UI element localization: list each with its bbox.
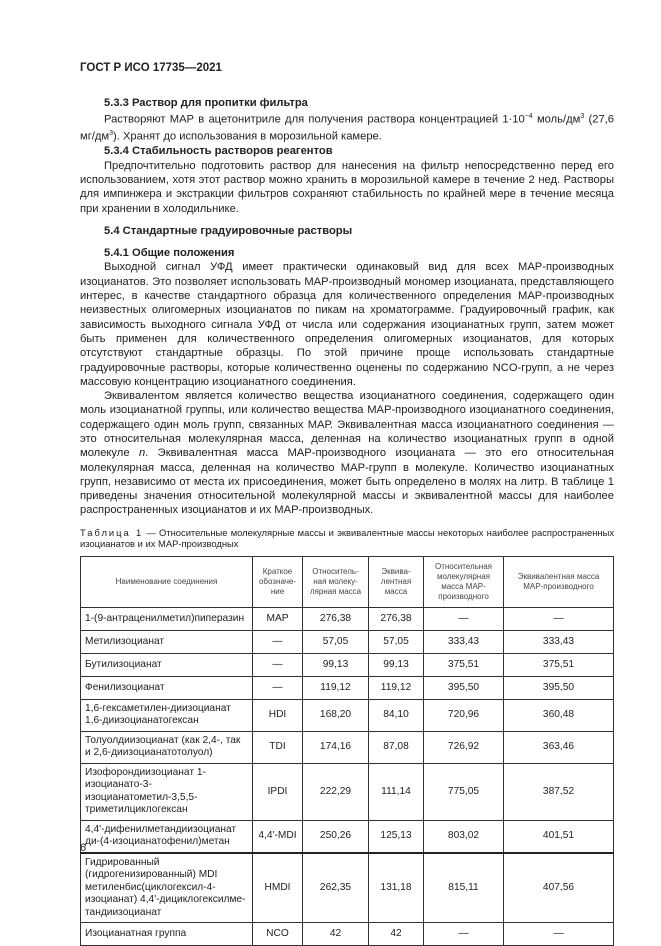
table-row bbox=[81, 630, 614, 653]
value-cell: 99,13 bbox=[369, 653, 424, 676]
page-number: 6 bbox=[80, 842, 87, 854]
value-cell: 333,43 bbox=[504, 630, 614, 653]
value-cell: 174,16 bbox=[303, 731, 369, 763]
text: (27,6 мг/дм bbox=[80, 114, 614, 144]
table-row bbox=[81, 653, 614, 676]
compound-name-cell: 4,4'-дифенилметандиизоцианат ди-(4-изоцианатофенил)метан bbox=[81, 820, 253, 853]
value-cell: 99,13 bbox=[303, 653, 369, 676]
value-cell: — bbox=[253, 630, 303, 653]
table-row bbox=[81, 676, 614, 699]
value-cell: 803,02 bbox=[424, 820, 504, 853]
compound-name-cell: 1,6-гексаметилен-диизоцианат 1,6-диизоцианатогексан bbox=[81, 699, 253, 731]
table-row bbox=[81, 731, 614, 763]
value-cell: TDI bbox=[253, 731, 303, 763]
table-row bbox=[81, 699, 614, 731]
value-cell: 119,12 bbox=[369, 676, 424, 699]
column-header: Краткое обозначе-ние bbox=[253, 556, 303, 607]
value-cell: 276,38 bbox=[369, 607, 424, 630]
value-cell: — bbox=[253, 653, 303, 676]
value-cell: 407,56 bbox=[504, 853, 614, 923]
compound-name-cell: Изоцианатная группа bbox=[81, 923, 253, 946]
value-cell: 57,05 bbox=[369, 630, 424, 653]
column-header: Наименование соединения bbox=[81, 556, 253, 607]
value-cell: 360,48 bbox=[504, 699, 614, 731]
value-cell: 375,51 bbox=[424, 653, 504, 676]
value-cell: — bbox=[424, 607, 504, 630]
value-cell: 4,4'-MDI bbox=[253, 820, 303, 853]
value-cell: 333,43 bbox=[424, 630, 504, 653]
table-header-row bbox=[81, 556, 614, 607]
value-cell: 57,05 bbox=[303, 630, 369, 653]
value-cell: 775,05 bbox=[424, 763, 504, 820]
section-5-4-1-title: 5.4.1 Общие положения bbox=[104, 247, 235, 260]
value-cell: 387,52 bbox=[504, 763, 614, 820]
value-cell: — bbox=[253, 676, 303, 699]
table-caption-text: — Относительные молекулярные массы и эквивалентные массы некоторых наиболее распространенных изоцианатов и их МАР-производных bbox=[80, 526, 615, 550]
value-cell: 250,26 bbox=[303, 820, 369, 853]
section-5-4-title: 5.4 Стандартные градуировочные растворы bbox=[104, 224, 353, 237]
value-cell: NCO bbox=[253, 923, 303, 946]
table-row bbox=[81, 820, 614, 853]
page-content bbox=[80, 96, 614, 946]
exponent: 3 bbox=[109, 130, 114, 138]
value-cell: 222,29 bbox=[303, 763, 369, 820]
compound-name-cell: Метилизоцианат bbox=[81, 630, 253, 653]
compound-name-cell: 1-(9-антраценилметил)пиперазин bbox=[81, 607, 253, 630]
text: ). Хранят до использования в морозильной камере. bbox=[113, 131, 382, 144]
section-5-4-1-paragraph-2 bbox=[80, 389, 614, 518]
value-cell: 111,14 bbox=[369, 763, 424, 820]
section-5-3-3-text bbox=[80, 110, 614, 144]
value-cell: 395,50 bbox=[424, 676, 504, 699]
value-cell: 401,51 bbox=[504, 820, 614, 853]
section-5-4-1-paragraph-1: Выходной сигнал УФД имеет практически одинаковый вид для всех МАР-производных изоцианатов. Это позволяет использовать МАР-производный мономер изоцианата, представляющего интерес, в качестве стандартного образца для количественного определения МАР-производных неизвестных олигомерных изоцианатов по пикам на хроматограмме. Градуировочный график, как зависимость выходного сигнала УФД от числа или содержания изоцианатных групп, затем может быть применен для количественного определения олигомерных изоцианатов, для которых отсутствуют стандартные образцы. По этой причине проще использовать стандартные градуировочные растворы, которые количественно оценены по содержанию NCO-групп, а не через массовую концентрацию изоцианатного соединения. bbox=[80, 261, 614, 388]
value-cell: 276,38 bbox=[303, 607, 369, 630]
value-cell: 363,46 bbox=[504, 731, 614, 763]
variable-n: n bbox=[138, 447, 146, 460]
value-cell: — bbox=[504, 607, 614, 630]
value-cell: 87,08 bbox=[369, 731, 424, 763]
value-cell: 262,35 bbox=[303, 853, 369, 923]
value-cell: 168,20 bbox=[303, 699, 369, 731]
value-cell: MAP bbox=[253, 607, 303, 630]
exponent: 3 bbox=[580, 113, 585, 121]
text: Эквивалентом является количество вещества изоцианатного соединения, содержащего один моль изоцианатной группы, или количество вещества МАР-производного изоцианатного соединения, содержащего один моль групп, связанных МАР. Эквивалентная масса изоцианатного соединения — это относительная молекулярная масса, деленная на количество изоцианатных групп в одной молекуле bbox=[80, 390, 614, 460]
value-cell: 815,11 bbox=[424, 853, 504, 923]
column-header: Эквивалентная масса МАР-производного bbox=[504, 556, 614, 607]
value-cell: 84,10 bbox=[369, 699, 424, 731]
text: Растворяют МАР в ацетонитриле для получения раствора концентрацией 1·10 bbox=[104, 114, 525, 127]
table-row bbox=[81, 607, 614, 630]
value-cell: 131,18 bbox=[369, 853, 424, 923]
value-cell: HDI bbox=[253, 699, 303, 731]
value-cell: HMDI bbox=[253, 853, 303, 923]
value-cell: 726,92 bbox=[424, 731, 504, 763]
table-row bbox=[81, 853, 614, 923]
value-cell: 125,13 bbox=[369, 820, 424, 853]
text: . Эквивалентная масса МАР-производного изоцианата — это его относительная молекулярная масса, деленная на количество МАР-групп в молекуле. Количество изоцианатных групп, независимо от места их присоединения, может быть определено в молях на литр. В таблице 1 приведены значения относительной молекулярной массы и эквивалентной массы для наиболее распространенных изоцианатов и их МАР-производных. bbox=[80, 447, 614, 517]
isocyanate-table bbox=[80, 556, 614, 946]
exponent: −4 bbox=[524, 113, 533, 121]
value-cell: 395,50 bbox=[504, 676, 614, 699]
value-cell: 375,51 bbox=[504, 653, 614, 676]
compound-name-cell: Фенилизоцианат bbox=[81, 676, 253, 699]
value-cell: IPDI bbox=[253, 763, 303, 820]
table-row bbox=[81, 923, 614, 946]
value-cell: 42 bbox=[303, 923, 369, 946]
compound-name-cell: Толуолдиизоцианат (как 2,4-, так и 2,6-диизоцианатотолуол) bbox=[81, 731, 253, 763]
compound-name-cell: Гидрированный (гидрогенизированный) MDI метиленбис(циклогексил-4-изоцианат) 4,4'-дициклогексилме-тандиизоцианат bbox=[81, 853, 253, 923]
text: моль/дм bbox=[532, 114, 581, 127]
value-cell: — bbox=[504, 923, 614, 946]
section-5-3-3-title: 5.3.3 Раствор для пропитки фильтра bbox=[104, 97, 308, 109]
column-header: Относитель-ная молеку-лярная масса bbox=[303, 556, 369, 607]
column-header: Относительная молекулярная масса МАР-производного bbox=[424, 556, 504, 607]
document-header: ГОСТ Р ИСО 17735—2021 bbox=[80, 62, 222, 74]
section-5-3-4-title: 5.3.4 Стабильность растворов реагентов bbox=[104, 145, 333, 158]
table-label: Таблица 1 bbox=[80, 526, 144, 538]
table-row bbox=[81, 763, 614, 820]
value-cell: — bbox=[424, 923, 504, 946]
compound-name-cell: Изофорондиизоцианат 1-изоцианато-3-изоцианатометил-3,5,5-триметилциклогексан bbox=[81, 763, 253, 820]
column-header: Эквива-лентная масса bbox=[369, 556, 424, 607]
compound-name-cell: Бутилизоцианат bbox=[81, 653, 253, 676]
value-cell: 720,96 bbox=[424, 699, 504, 731]
section-5-3-4-text: Предпочтительно подготовить раствор для нанесения на фильтр непосредственно перед его использованием, хотя этот раствор можно хранить в морозильной камере в течение 2 нед. Растворы для импинжера и экстракции фильтров сохраняют стабильность по крайней мере в течение месяца при хранении в холодильнике. bbox=[80, 159, 614, 215]
table-caption bbox=[80, 527, 614, 550]
value-cell: 119,12 bbox=[303, 676, 369, 699]
value-cell: 42 bbox=[369, 923, 424, 946]
